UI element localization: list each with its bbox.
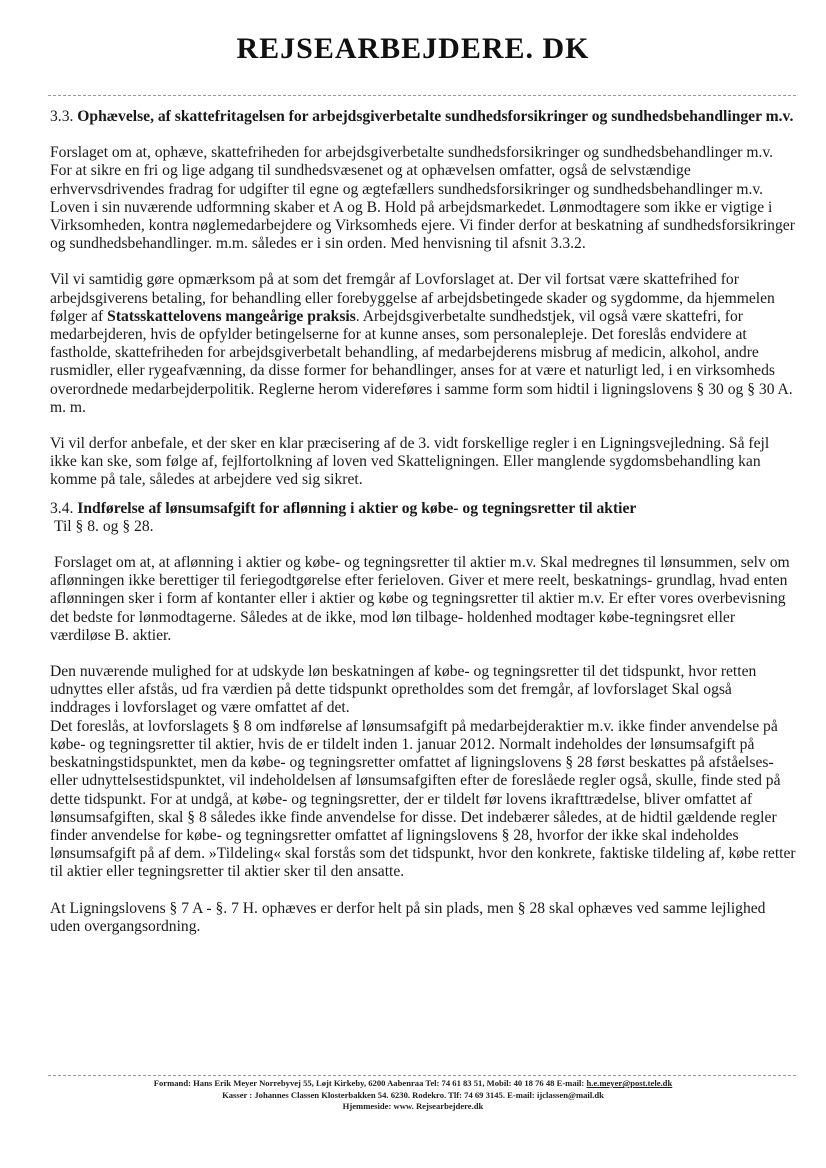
section-3-4-title: Indførelse af lønsumsafgift for aflønning i aktier og købe- og tegningsretter til aktier (77, 499, 637, 517)
chairman-email-link[interactable]: h.e.meyer@post.tele.dk (586, 1078, 673, 1088)
section-3-4-number: 3.4. (50, 499, 74, 517)
footer-chairman-text: Formand: Hans Erik Meyer Norrebyvej 55, Løjt Kirkeby, 6200 Aabenraa Tel: 74 61 83 51, Mobil: 40 18 76 48 E-mail: (153, 1078, 587, 1088)
section-3-3-paragraph-3-part-b: . Arbejdsgiverbetalte sundhedstjek, vil også være skattefri, for medarbejderen, hvis de opfylder betingelserne for at kunne anses, som personalepleje. Det foreslås endvidere at fastholde, skattefriheden for arbejdsgiverbetalt behandling, af medarbejderens misbrug af medicin, alkohol, andre rusmidler, eller rygeafvænning, da disse former for behandlinger, anses for at være et naturligt led, i en virksomheds overordnede medarbejderpolitik. Reglerne herom videreføres i samme form som hidtil i ligningslovens § 30 og § 30 A. m. m. (50, 307, 793, 416)
section-3-3-heading (50, 108, 796, 126)
section-3-4-paragraph-2: Den nuværende mulighed for at udskyde løn beskatningen af købe- og tegningsretter til det tidspunkt, hvor retten udnyttes eller afstås, ud fra værdien på dette tidspunkt opretholdes som det fremgår, af lovforslaget Skal også inddrages i lovforslaget og være omfattet af det. (50, 663, 757, 717)
header-divider (48, 95, 796, 96)
footer-chairman-line (0, 1078, 826, 1090)
section-3-3-paragraph-4: Vi vil derfor anbefale, et der sker en klar præcisering af de 3. vidt forskellige regler i en Ligningsvejledning. Så fejl ikke kan ske, som følge af, fejlfortolkning af loven ved Skatteligningen. Eller manglende sygdomsbehandling kan komme på tale, således at arbejdere ved sig sikret. (50, 435, 770, 489)
section-3-3-number: 3.3. (50, 108, 74, 125)
section-3-4-paragraph-1: Forslaget om at, at aflønning i aktier og købe- og tegningsretter til aktier m.v. Skal medregnes til lønsummen, selv om aflønningen ikke berettiger til feriegodtgørelse efter ferieloven. Giver et mere reelt, beskatnings- grundlag, hvad enten aflønningen sker i form af kontanter eller i aktier og købe og tegningsretter til aktier m.v. Er efter vores overbevisning det bedste for lønmodtagerne. Således at de ikke, mod løn tilbage- holdenhed modtager købe-tegningsret eller værdiløse B. aktier. (50, 554, 790, 644)
section-3-3-title: Ophævelse, af skattefritagelsen for arbejdsgiverbetalte sundhedsforsikringer og sundhedsbehandlinger m.v. (77, 108, 794, 125)
footer-website-line: Hjemmeside: www. Rejsearbejdere.dk (342, 1101, 484, 1111)
statsskattelov-emphasis: Statsskattelovens mangeårige praksis (107, 307, 356, 325)
footer (0, 1078, 826, 1113)
section-3-3-paragraph-3 (50, 271, 796, 417)
document-body (50, 108, 796, 936)
section-3-3-paragraph-2: Loven i sin nuværende udformning skaber et A og B. Hold på arbejdsmarkedet. Lønmodtagere som ikke er vigtige i Virksomheden, kontra nøglemedarbejdere og Virksomheds ejere. Vi finder derfor at beskatning af sundhedsforsikringer og sundhedsbehandlinger. m.m. således er i sin orden. Med henvisning til afsnit 3.3.2. (50, 198, 795, 253)
section-3-4-paragraph-3: Det foreslås, at lovforslagets § 8 om indførelse af lønsumsafgift på medarbejderaktier m.v. ikke finder anvendelse på købe- og tegningsretter til aktier, hvis de er tildelt inden 1. januar 2012. Normalt indeholdes der lønsumsafgift på beskatningstidspunktet, men da købe- og tegningsretter omfattet af ligningslovens § 28 først beskattes på afståelses- eller udnyttelsestidspunktet, vil indeholdelsen af lønsumsafgiften efter de foreslåede regler også, skulle, finde sted på dette tidspunkt. For at undgå, at købe- og tegningsretter, der er tildelt før lovens ikrafttrædelse, bliver omfattet af lønsumsafgiften, skal § 8 således ikke finde anvendelse for disse. Det indebærer således, at de hidtil gældende regler finder anvendelse for købe- og tegningsretter omfattet af ligningslovens § 28, hvorfor der ikke skal indeholdes lønsumsafgift på af dem. »Tildeling« skal forstås som det tidspunkt, hvor den konkrete, faktiske tildeling af, købe retter til aktier eller tegningsretter til aktier sker til den ansatte. (50, 717, 796, 881)
section-3-3-paragraph-3-part-a: Vil vi samtidig gøre opmærksom på at som det fremgår af Lovforslaget at. Der vil fortsat være skattefrihed for arbejdsgiverens betaling, for behandling eller forebyggelse af arbejdsbetingede skader og sygdomme, da hjemmelen følger af (50, 271, 775, 325)
section-3-4-paragraph-4: At Ligningslovens § 7 A - §. 7 H. ophæves er derfor helt på sin plads, men § 28 skal ophæves ved samme lejlighed uden overgangsordning. (50, 899, 766, 935)
site-title: REJSEARBEJDERE. DK (236, 32, 590, 65)
section-3-4-subtitle: Til § 8. og § 28. (54, 517, 154, 535)
section-3-4-heading (50, 500, 796, 518)
section-3-3-paragraph-1: Forslaget om at, ophæve, skattefriheden for arbejdsgiverbetalte sundhedsforsikringer og sundhedsbehandlinger m.v. For at sikre en fri og lige adgang til sundhedsvæsenet og at ophævelsen omfatter, også de selvstændige erhvervsdrivendes fradrag for udgifter til egne og ægtefællers sundhedsforsikringer og sundhedsbehandlinger m.v. (50, 144, 774, 198)
footer-treasurer-line: Kasser : Johannes Classen Klosterbakken 54. 6230. Rodekro. Tlf: 74 69 3145. E-mail: ijclassen@mail.dk (222, 1089, 604, 1100)
footer-divider (48, 1075, 796, 1076)
